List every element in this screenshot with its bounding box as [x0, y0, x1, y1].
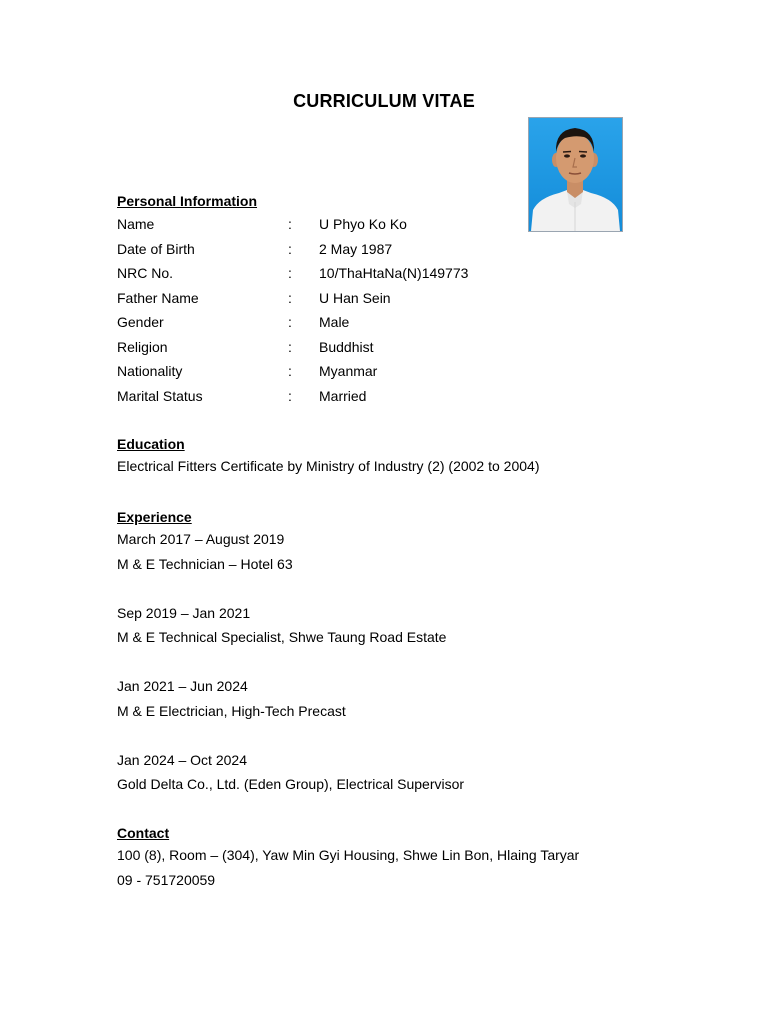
info-colon: : — [288, 387, 292, 404]
experience-role: M & E Technical Specialist, Shwe Taung Road Estate — [117, 629, 447, 645]
info-colon: : — [288, 314, 292, 330]
info-label: Nationality — [117, 363, 183, 379]
info-colon: : — [288, 338, 292, 355]
info-row-date-of-birth — [117, 237, 677, 262]
info-row-marital-status — [117, 384, 677, 409]
info-value: 10/ThaHtaNa(N)149773 — [319, 265, 469, 281]
personal-information-section — [117, 191, 677, 408]
experience-period: Jan 2021 – Jun 2024 — [117, 678, 248, 694]
info-value: U Phyo Ko Ko — [319, 216, 407, 232]
contact-section — [117, 823, 677, 892]
education-heading: Education — [117, 436, 185, 452]
info-colon: : — [288, 265, 292, 281]
info-value: 2 May 1987 — [319, 240, 393, 257]
info-label: Date of Birth — [117, 240, 195, 257]
info-colon: : — [288, 363, 292, 379]
experience-section — [117, 507, 677, 821]
contact-phone: 09 - 751720059 — [117, 871, 216, 888]
info-value: U Han Sein — [319, 289, 391, 306]
info-row-father-name — [117, 286, 677, 311]
experience-period: March 2017 – August 2019 — [117, 531, 285, 547]
info-value: Buddhist — [319, 338, 374, 355]
contact-address: 100 (8), Room – (304), Yaw Min Gyi Housing, Shwe Lin Bon, Hlaing Taryar — [117, 847, 580, 863]
experience-item — [117, 527, 677, 576]
education-section — [117, 434, 677, 479]
info-row-name — [117, 212, 677, 237]
info-row-nationality — [117, 359, 677, 384]
experience-item — [117, 674, 677, 723]
info-value: Married — [319, 387, 367, 404]
info-value: Male — [319, 314, 350, 330]
info-label: Father Name — [117, 289, 199, 306]
info-label: Name — [117, 216, 155, 232]
experience-heading: Experience — [117, 509, 192, 525]
info-label: Religion — [117, 338, 168, 355]
experience-item — [117, 748, 677, 797]
info-colon: : — [288, 240, 292, 257]
experience-role: M & E Technician – Hotel 63 — [117, 555, 293, 572]
experience-item — [117, 601, 677, 650]
info-label: NRC No. — [117, 265, 174, 281]
info-label: Marital Status — [117, 387, 203, 404]
info-row-religion — [117, 335, 677, 360]
info-label: Gender — [117, 314, 164, 330]
education-text: Electrical Fitters Certificate by Ministry of Industry (2) (2002 to 2004) — [117, 458, 540, 474]
info-row-nrc — [117, 261, 677, 286]
info-colon: : — [288, 289, 292, 306]
document-title: CURRICULUM VITAE — [293, 91, 475, 111]
experience-period: Jan 2024 – Oct 2024 — [117, 751, 247, 768]
experience-period: Sep 2019 – Jan 2021 — [117, 604, 251, 621]
info-row-gender — [117, 310, 677, 335]
experience-role: M & E Electrician, High-Tech Precast — [117, 702, 346, 719]
contact-heading: Contact — [117, 825, 170, 841]
experience-role: Gold Delta Co., Ltd. (Eden Group), Electrical Supervisor — [117, 776, 465, 792]
info-colon: : — [288, 216, 292, 232]
info-value: Myanmar — [319, 363, 378, 379]
personal-information-heading: Personal Information — [117, 193, 258, 209]
